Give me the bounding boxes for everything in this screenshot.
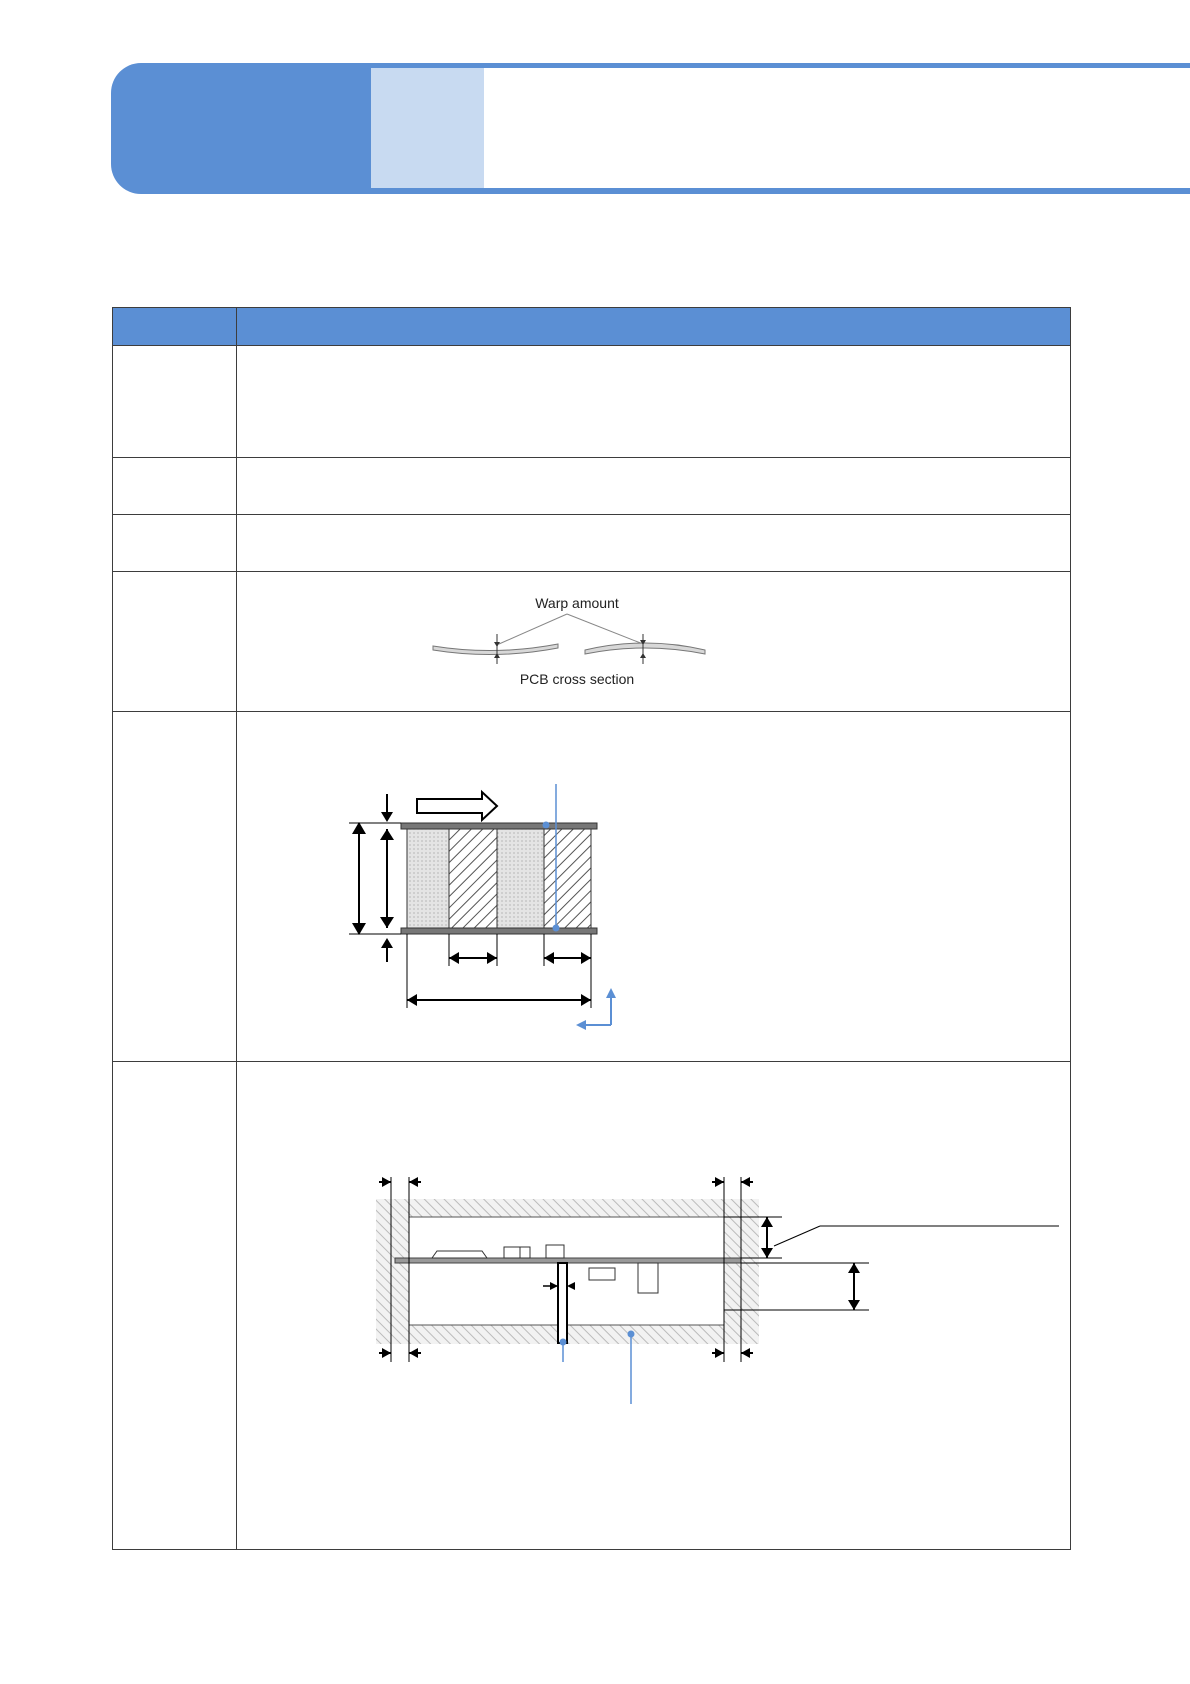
header-banner-accent (371, 68, 484, 188)
component-chip (504, 1247, 520, 1258)
row-label (113, 572, 237, 712)
bottom-plate (401, 928, 597, 934)
header-banner (111, 63, 371, 194)
mounting-post (558, 1263, 567, 1343)
hatched-column (449, 828, 497, 929)
arrow-head (715, 1177, 724, 1187)
table-row (113, 458, 1071, 515)
component-part (589, 1268, 615, 1280)
row-label (113, 712, 237, 1062)
spacer-column (407, 828, 449, 929)
row-content (237, 458, 1071, 515)
arrow-head (848, 1263, 860, 1273)
arrow-head (449, 952, 459, 964)
table-row (113, 712, 1071, 1062)
arrow-head (581, 952, 591, 964)
component-part (638, 1263, 658, 1293)
table-row (113, 346, 1071, 458)
leader-line (499, 614, 567, 644)
arrow-head (487, 952, 497, 964)
callout-dot (560, 1339, 567, 1346)
row-label (113, 458, 237, 515)
callout-dot (543, 822, 550, 829)
row-label (113, 515, 237, 572)
enclosure-figure (237, 1062, 1071, 1544)
arrow-head (576, 1020, 586, 1030)
callout-dot (553, 925, 560, 932)
row-content (237, 346, 1071, 458)
spec-table (112, 307, 1071, 1550)
arrow-head (761, 1248, 773, 1258)
arrow-head (352, 822, 366, 834)
arrow-head (382, 1177, 391, 1187)
arrow-head (380, 829, 394, 840)
arrow-head (380, 917, 394, 928)
arrow-head (352, 923, 366, 935)
component-chip (520, 1247, 530, 1258)
row-content (237, 1062, 1071, 1550)
component-ic (432, 1251, 487, 1258)
arrow-head (409, 1348, 418, 1358)
arrow-head (606, 988, 616, 998)
arrow-head (640, 653, 646, 658)
arrow-head (407, 994, 417, 1006)
arrow-head (761, 1217, 773, 1227)
table-row (113, 515, 1071, 572)
arrow-head (741, 1177, 750, 1187)
arrow-head (581, 994, 591, 1006)
hatched-column (544, 828, 591, 929)
direction-arrow (417, 792, 497, 820)
arrow-head (741, 1348, 750, 1358)
row-content (237, 572, 1071, 712)
arrow-head (381, 812, 393, 822)
row-content (237, 515, 1071, 572)
pcb-cross-section-label: PCB cross section (519, 671, 635, 687)
row-label (113, 1062, 237, 1550)
header-rule-bottom (370, 188, 1190, 194)
table-row (113, 1062, 1071, 1550)
table-header-row (113, 308, 1071, 346)
arrow-head (382, 1348, 391, 1358)
row-content (237, 712, 1071, 1062)
warp-amount-label: Warp amount (535, 595, 619, 611)
table-header-content (237, 308, 1071, 346)
arrow-head (715, 1348, 724, 1358)
leader-line (774, 1226, 820, 1246)
row-label (113, 346, 237, 458)
arrow-head (381, 938, 393, 948)
arrow-head (544, 952, 554, 964)
table-row (113, 572, 1071, 712)
pcb-warp-figure (237, 572, 1071, 706)
component-part (546, 1245, 564, 1258)
top-plate (401, 823, 597, 829)
spacer-column (497, 828, 544, 929)
arrow-head (848, 1300, 860, 1310)
pcb-warped-left (433, 644, 558, 655)
callout-dot (628, 1331, 635, 1338)
header-rule-top (370, 63, 1190, 68)
arrow-head (494, 642, 500, 647)
arrow-head (409, 1177, 418, 1187)
pcb-warped-right (585, 643, 705, 654)
table-header-label (113, 308, 237, 346)
leader-line (567, 614, 643, 644)
board-stack-figure (237, 712, 1071, 1056)
